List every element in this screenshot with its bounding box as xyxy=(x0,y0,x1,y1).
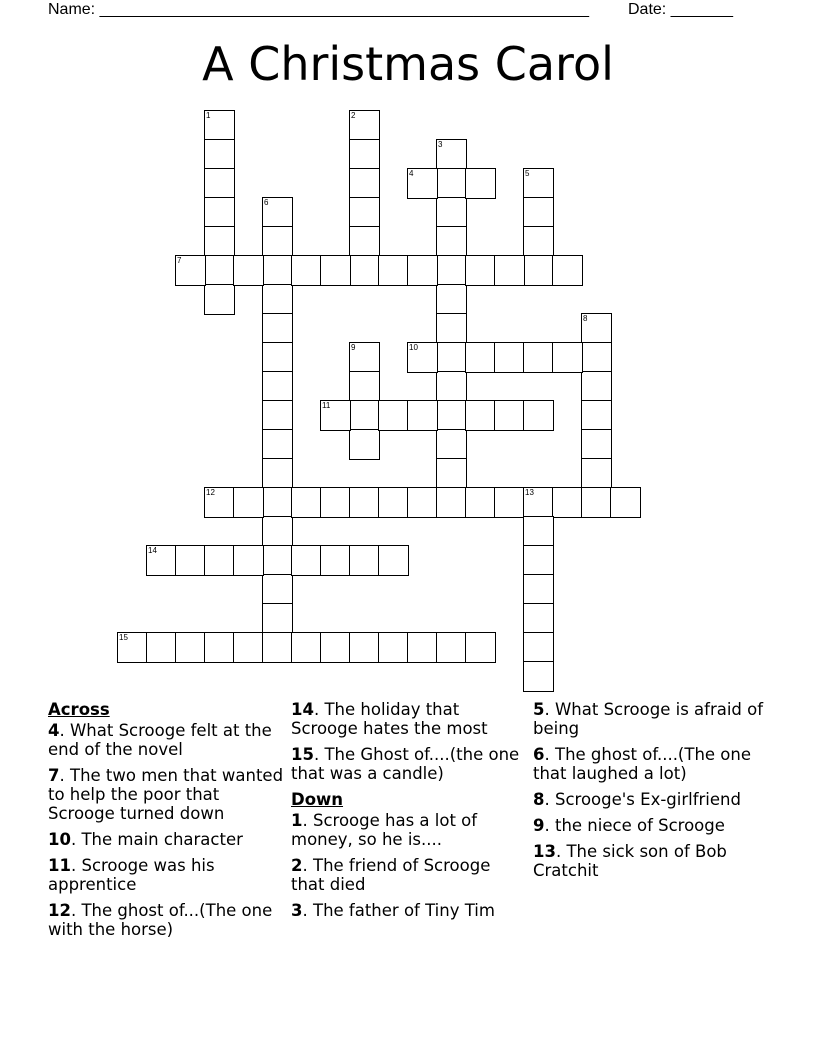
grid-cell[interactable] xyxy=(291,255,322,286)
clues-column-1 xyxy=(48,700,286,946)
grid-cell[interactable] xyxy=(581,487,612,518)
clue-separator: . xyxy=(313,700,325,719)
grid-cell[interactable] xyxy=(291,545,322,576)
grid-cell[interactable] xyxy=(436,139,467,170)
grid-cell[interactable] xyxy=(349,255,380,286)
clue-text: What Scrooge is afraid of being xyxy=(533,700,764,738)
clue-item xyxy=(533,790,769,809)
cell-number: 10 xyxy=(409,343,418,352)
grid-cell[interactable] xyxy=(523,516,554,547)
grid-cell[interactable] xyxy=(436,429,467,460)
grid-cell[interactable] xyxy=(407,168,438,199)
grid-cell[interactable] xyxy=(204,284,235,315)
grid-cell[interactable] xyxy=(204,545,235,576)
grid-cell[interactable] xyxy=(378,545,409,576)
clue-separator: . xyxy=(70,830,82,849)
grid-cell[interactable] xyxy=(262,226,293,257)
grid-cell[interactable] xyxy=(175,545,206,576)
grid-cell[interactable] xyxy=(552,487,583,518)
cell-number: 9 xyxy=(351,343,356,352)
clue-item xyxy=(48,766,286,823)
clue-text: The main character xyxy=(81,830,243,849)
grid-cell[interactable] xyxy=(262,545,293,576)
grid-cell[interactable] xyxy=(320,545,351,576)
clue-number: 1 xyxy=(291,811,303,830)
clue-text: The Ghost of....(the one that was a candle) xyxy=(291,745,520,783)
grid-cell[interactable] xyxy=(349,632,380,663)
clue-number: 15 xyxy=(291,745,314,764)
grid-cell[interactable] xyxy=(233,545,264,576)
grid-cell[interactable] xyxy=(378,255,409,286)
grid-cell[interactable] xyxy=(378,632,409,663)
clue-text: the niece of Scrooge xyxy=(554,816,725,835)
date-blank[interactable]: _______ xyxy=(670,1,733,18)
clue-text: Scrooge was his apprentice xyxy=(48,856,215,894)
clue-text: The ghost of....(The one that laughed a lot) xyxy=(533,745,752,783)
grid-cell[interactable] xyxy=(262,342,293,373)
clue-text: The father of Tiny Tim xyxy=(312,901,495,920)
grid-cell[interactable] xyxy=(262,255,293,286)
grid-cell[interactable] xyxy=(349,429,380,460)
clue-item xyxy=(291,856,527,894)
clue-item xyxy=(291,811,527,849)
grid-cell[interactable] xyxy=(436,632,467,663)
name-label: Name: xyxy=(48,1,100,18)
clue-separator: . xyxy=(59,766,70,785)
grid-cell[interactable] xyxy=(465,255,496,286)
grid-cell[interactable] xyxy=(581,429,612,460)
clue-separator: . xyxy=(59,721,70,740)
grid-cell[interactable] xyxy=(233,487,264,518)
grid-cell[interactable] xyxy=(436,284,467,315)
grid-cell[interactable] xyxy=(262,574,293,605)
clue-item xyxy=(291,901,527,920)
grid-cell[interactable] xyxy=(465,342,496,373)
grid-cell[interactable] xyxy=(494,255,525,286)
clue-number: 2 xyxy=(291,856,303,875)
cell-number: 15 xyxy=(119,633,128,642)
clue-number: 9 xyxy=(533,816,545,835)
clue-separator: . xyxy=(544,745,555,764)
grid-cell[interactable] xyxy=(204,168,235,199)
grid-cell[interactable] xyxy=(581,371,612,402)
clue-text: Scrooge's Ex-girlfriend xyxy=(554,790,741,809)
grid-cell[interactable] xyxy=(320,255,351,286)
grid-cell[interactable] xyxy=(349,139,380,170)
grid-cell[interactable] xyxy=(204,255,235,286)
grid-cell[interactable] xyxy=(320,400,351,431)
grid-cell[interactable] xyxy=(523,400,554,431)
grid-cell[interactable] xyxy=(581,342,612,373)
grid-cell[interactable] xyxy=(349,371,380,402)
clue-item xyxy=(291,700,527,738)
grid-cell[interactable] xyxy=(465,168,496,199)
grid-cell[interactable] xyxy=(146,545,177,576)
clues-column-2 xyxy=(291,700,527,927)
grid-cell[interactable] xyxy=(407,632,438,663)
clue-separator: . xyxy=(544,700,555,719)
clue-number: 6 xyxy=(533,745,545,764)
grid-cell[interactable] xyxy=(407,255,438,286)
grid-cell[interactable] xyxy=(262,458,293,489)
grid-cell[interactable] xyxy=(581,458,612,489)
grid-cell[interactable] xyxy=(204,139,235,170)
grid-cell[interactable] xyxy=(262,632,293,663)
clue-text: What Scrooge felt at the end of the novel xyxy=(48,721,272,759)
grid-cell[interactable] xyxy=(262,516,293,547)
grid-cell[interactable] xyxy=(320,632,351,663)
grid-cell[interactable] xyxy=(262,400,293,431)
clue-number: 14 xyxy=(291,700,314,719)
grid-cell[interactable] xyxy=(436,313,467,344)
grid-cell[interactable] xyxy=(465,487,496,518)
clue-separator: . xyxy=(302,856,313,875)
grid-cell[interactable] xyxy=(407,400,438,431)
grid-cell[interactable] xyxy=(349,487,380,518)
grid-cell[interactable] xyxy=(320,487,351,518)
grid-cell[interactable] xyxy=(204,632,235,663)
grid-cell[interactable] xyxy=(349,400,380,431)
grid-cell[interactable] xyxy=(523,487,554,518)
cell-number: 14 xyxy=(148,546,157,555)
grid-cell[interactable] xyxy=(523,255,554,286)
grid-cell[interactable] xyxy=(494,400,525,431)
cell-number: 7 xyxy=(177,256,182,265)
clue-number: 12 xyxy=(48,901,71,920)
page-title: A Christmas Carol xyxy=(202,37,614,91)
grid-cell[interactable] xyxy=(262,313,293,344)
grid-cell[interactable] xyxy=(175,255,206,286)
clue-heading: Down xyxy=(291,790,344,809)
grid-cell[interactable] xyxy=(349,342,380,373)
grid-cell[interactable] xyxy=(204,110,235,141)
grid-cell[interactable] xyxy=(349,197,380,228)
cell-number: 6 xyxy=(264,198,269,207)
header xyxy=(48,0,748,22)
grid-cell[interactable] xyxy=(436,255,467,286)
clue-item xyxy=(291,745,527,783)
clue-item xyxy=(533,700,769,738)
grid-cell[interactable] xyxy=(378,487,409,518)
cell-number: 13 xyxy=(525,488,534,497)
clue-number: 4 xyxy=(48,721,60,740)
grid-cell[interactable] xyxy=(436,197,467,228)
grid-cell[interactable] xyxy=(523,168,554,199)
grid-cell[interactable] xyxy=(262,284,293,315)
clue-text: The holiday that Scrooge hates the most xyxy=(291,700,488,738)
clue-text: The friend of Scrooge that died xyxy=(291,856,491,894)
grid-cell[interactable] xyxy=(233,632,264,663)
clue-text: The sick son of Bob Cratchit xyxy=(533,842,727,880)
clue-separator: . xyxy=(544,790,555,809)
grid-cell[interactable] xyxy=(349,110,380,141)
clue-separator: . xyxy=(70,901,82,920)
clue-item xyxy=(48,901,286,939)
grid-cell[interactable] xyxy=(436,400,467,431)
clue-item xyxy=(48,830,286,849)
clue-heading: Across xyxy=(48,700,110,719)
grid-cell[interactable] xyxy=(117,632,148,663)
clue-separator: . xyxy=(70,856,82,875)
grid-cell[interactable] xyxy=(494,342,525,373)
clue-number: 7 xyxy=(48,766,60,785)
clue-number: 8 xyxy=(533,790,545,809)
grid-cell[interactable] xyxy=(436,371,467,402)
clue-number: 11 xyxy=(48,856,71,875)
clue-item xyxy=(48,856,286,894)
clue-separator: . xyxy=(544,816,555,835)
grid-cell[interactable] xyxy=(349,226,380,257)
grid-cell[interactable] xyxy=(552,342,583,373)
grid-cell[interactable] xyxy=(494,487,525,518)
grid-cell[interactable] xyxy=(407,342,438,373)
clue-separator: . xyxy=(313,745,325,764)
grid-cell[interactable] xyxy=(349,545,380,576)
grid-cell[interactable] xyxy=(523,545,554,576)
grid-cell[interactable] xyxy=(262,371,293,402)
grid-cell[interactable] xyxy=(465,632,496,663)
clues-column-3 xyxy=(533,700,769,887)
grid-cell[interactable] xyxy=(349,168,380,199)
cell-number: 5 xyxy=(525,169,530,178)
clue-item xyxy=(533,745,769,783)
cell-number: 2 xyxy=(351,111,356,120)
grid-cell[interactable] xyxy=(146,632,177,663)
name-blank[interactable]: _______________________________________________________ xyxy=(99,1,589,18)
clue-text: The two men that wanted to help the poor that Scrooge turned down xyxy=(48,766,284,823)
grid-cell[interactable] xyxy=(523,226,554,257)
date-field[interactable] xyxy=(628,0,733,20)
grid-cell[interactable] xyxy=(291,632,322,663)
grid-cell[interactable] xyxy=(204,197,235,228)
date-label: Date: xyxy=(628,1,671,18)
clue-separator: . xyxy=(302,811,313,830)
name-field[interactable] xyxy=(48,0,589,20)
grid-cell[interactable] xyxy=(262,603,293,634)
clue-item xyxy=(533,842,769,880)
clue-number: 10 xyxy=(48,830,71,849)
grid-cell[interactable] xyxy=(291,487,322,518)
grid-cell[interactable] xyxy=(436,458,467,489)
grid-cell[interactable] xyxy=(552,255,583,286)
clue-number: 5 xyxy=(533,700,545,719)
grid-cell[interactable] xyxy=(378,400,409,431)
grid-cell[interactable] xyxy=(523,574,554,605)
clue-separator: . xyxy=(555,842,567,861)
grid-cell[interactable] xyxy=(436,168,467,199)
grid-cell[interactable] xyxy=(523,342,554,373)
grid-cell[interactable] xyxy=(436,487,467,518)
grid-cell[interactable] xyxy=(610,487,641,518)
grid-cell[interactable] xyxy=(523,197,554,228)
cell-number: 12 xyxy=(206,488,215,497)
cell-number: 3 xyxy=(438,140,443,149)
grid-cell[interactable] xyxy=(523,603,554,634)
cell-number: 1 xyxy=(206,111,211,120)
grid-cell[interactable] xyxy=(436,342,467,373)
grid-cell[interactable] xyxy=(465,400,496,431)
grid-cell[interactable] xyxy=(262,487,293,518)
grid-cell[interactable] xyxy=(523,661,554,692)
clue-separator: . xyxy=(302,901,313,920)
grid-cell[interactable] xyxy=(204,226,235,257)
clue-number: 3 xyxy=(291,901,303,920)
grid-cell[interactable] xyxy=(262,429,293,460)
cell-number: 8 xyxy=(583,314,588,323)
clue-text: The ghost of...(The one with the horse) xyxy=(48,901,273,939)
clue-number: 13 xyxy=(533,842,556,861)
grid-cell[interactable] xyxy=(436,226,467,257)
grid-cell[interactable] xyxy=(407,487,438,518)
grid-cell[interactable] xyxy=(175,632,206,663)
grid-cell[interactable] xyxy=(581,313,612,344)
clue-item xyxy=(48,721,286,759)
grid-cell[interactable] xyxy=(523,632,554,663)
clue-item xyxy=(533,816,769,835)
clue-text: Scrooge has a lot of money, so he is.... xyxy=(291,811,478,849)
cell-number: 11 xyxy=(322,401,331,410)
grid-cell[interactable] xyxy=(204,487,235,518)
grid-cell[interactable] xyxy=(262,197,293,228)
grid-cell[interactable] xyxy=(581,400,612,431)
grid-cell[interactable] xyxy=(233,255,264,286)
cell-number: 4 xyxy=(409,169,414,178)
